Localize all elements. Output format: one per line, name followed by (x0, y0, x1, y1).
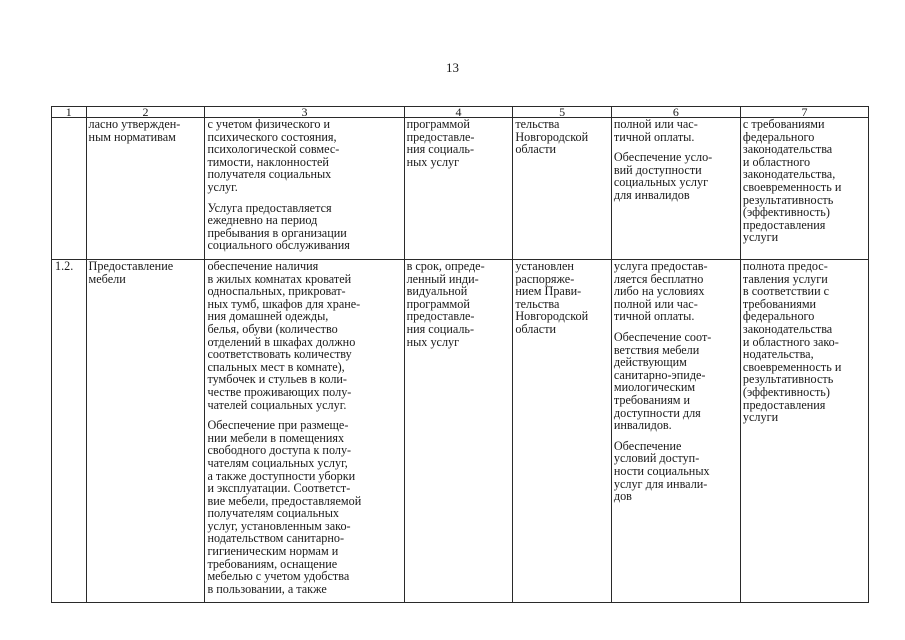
cell-service-name (86, 118, 205, 260)
conditions-paragraph: Обеспечение условий доступ- ности социальных услуг для инвали- дов (613, 438, 710, 504)
term-text: в срок, опреде- ленный инди- видуальной программой предоставле- ния социаль- ных услуг (406, 259, 485, 349)
page-number: 13 (446, 60, 459, 75)
cell-conditions (611, 118, 740, 260)
quality-text: полнота предос- тавления услуги в соответствии с требованиями федерального законодательства и областного зако- нодательства, своевременность и результативность (эффективность) предоставления услуги (742, 259, 842, 425)
conditions-paragraph: Обеспечение усло- вий доступности социальных услуг для инвалидов (613, 150, 713, 202)
cell-tariff (513, 260, 612, 603)
quality-text: с требованиями федерального законодательства и областного законодательства, своевременность и результативность (эффективность) предоставления услуги (742, 117, 842, 245)
cell-description (205, 260, 404, 603)
cell-conditions (611, 260, 740, 603)
description-paragraph: Обеспечение при размеще- нии мебели в помещениях свободного доступа к полу- чателям социальных услуг, а также доступности уборки и эксплуатации. Соответст- вие мебели, предоставляемой получателям социальных услуг, установленным зако- нодательством санитарно- гигиеническим нормам и требованиям, оснащение мебелью с учетом удобства в пользовании, а также (207, 418, 362, 596)
conditions-paragraph: Обеспечение соот- ветствия мебели действующим санитарно-эпиде- миологическим требованиям и доступности для инвалидов. (613, 329, 712, 433)
service-name-text: Предоставление мебели (88, 259, 174, 286)
tariff-text: тельства Новгородской области (515, 117, 589, 157)
conditions-paragraph: полной или час- тичной оплаты. (613, 117, 698, 144)
column-header-1: 1 (52, 107, 87, 118)
cell-quality (740, 118, 868, 260)
column-header-7: 7 (740, 107, 868, 118)
service-name-text: ласно утвержден- ным нормативам (88, 117, 181, 144)
description-paragraph: Услуга предоставляется ежедневно на период пребывания в организации социального обслуживания (207, 200, 350, 253)
cell-description (205, 118, 404, 260)
description-paragraph: обеспечение наличия в жилых комнатах кроватей односпальных, прикроват- ных тумб, шкафов для хране- ния домашней одежды, белья, обуви (количество отделений в шкафах должно соответствовать количеству спальных мест в комнате), тумбочек и стульев в коли- честве проживающих полу- чателей социальных услуг. (207, 259, 361, 412)
description-paragraph: с учетом физического и психического состояния, психологической совмес- тимости, наклонностей получателя социальных услуг. (207, 117, 340, 194)
column-header-6: 6 (611, 107, 740, 118)
column-header-3: 3 (205, 107, 404, 118)
tariff-text: установлен распоряже- нием Прави- тельства Новгородской области (515, 259, 589, 336)
column-header-4: 4 (404, 107, 513, 118)
cell-term (404, 118, 513, 260)
term-text: программой предоставле- ния социаль- ных услуг (406, 117, 475, 169)
column-header-2: 2 (86, 107, 205, 118)
table-row-continued (52, 118, 869, 260)
cell-quality (740, 260, 868, 603)
cell-service-name (86, 260, 205, 603)
conditions-paragraph: услуга предостав- ляется бесплатно либо на условиях полной или час- тичной оплаты. (613, 259, 708, 324)
services-table (51, 106, 869, 603)
cell-tariff (513, 118, 612, 260)
cell-number: 1.2. (52, 260, 87, 603)
cell-term (404, 260, 513, 603)
column-number-row (52, 107, 869, 118)
cell-number (52, 118, 87, 260)
column-header-5: 5 (513, 107, 612, 118)
table-row-1-2 (52, 260, 869, 603)
